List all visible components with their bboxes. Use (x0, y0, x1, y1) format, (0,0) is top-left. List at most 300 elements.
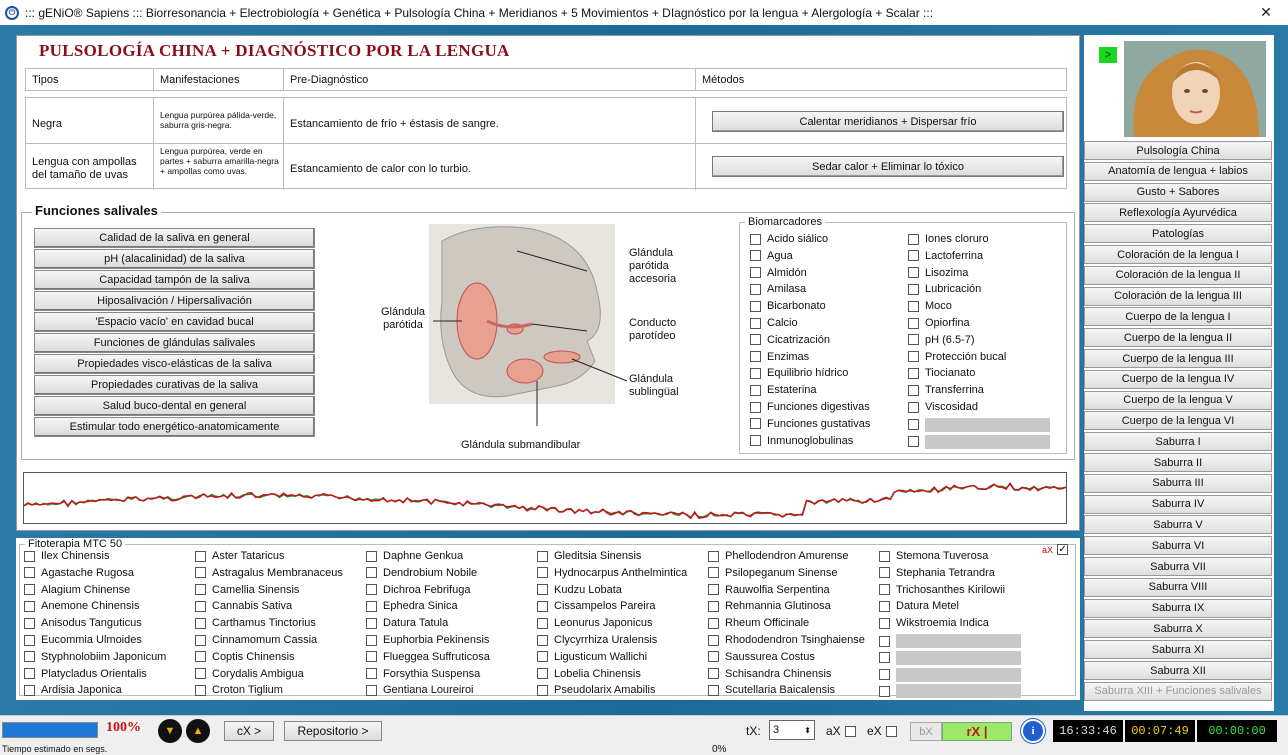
planta-empty-checkbox (879, 651, 1021, 665)
planta-checkbox-label: Stemona Tuverosa (896, 550, 989, 562)
biomarcador-checkbox[interactable] (908, 267, 968, 279)
planta-checkbox-box[interactable] (879, 618, 890, 629)
planta-checkbox[interactable] (24, 617, 142, 629)
planta-checkbox-box[interactable] (537, 551, 548, 562)
biomarcador-checkbox-label: Opiorfina (925, 317, 970, 329)
planta-checkbox[interactable] (24, 651, 166, 663)
planta-checkbox[interactable] (879, 600, 959, 612)
right-menu-button[interactable]: Cuerpo de la lengua V (1084, 391, 1272, 410)
metodo-button[interactable]: Sedar calor + Eliminar lo tóxico (712, 156, 1064, 177)
planta-checkbox[interactable] (708, 651, 815, 663)
planta-checkbox-box[interactable] (24, 601, 35, 612)
right-menu-button[interactable]: Anatomía de lengua + labios (1084, 162, 1272, 181)
planta-checkbox-label: Platycladus Orientalis (41, 667, 147, 680)
planta-checkbox-box[interactable] (708, 567, 719, 578)
planta-checkbox[interactable] (879, 584, 1005, 596)
tiempo-label: Tiempo estimado en segs. (2, 744, 108, 754)
planta-checkbox[interactable] (195, 550, 285, 562)
planta-checkbox[interactable] (366, 584, 470, 596)
biomarcador-checkbox-label: Moco (925, 300, 952, 313)
biomarcador-checkbox-label: Almidón (767, 266, 807, 279)
right-menu-button[interactable]: Cuerpo de la lengua IV (1084, 370, 1272, 389)
planta-checkbox-label: Ephedra Sinica (383, 600, 458, 613)
biomarcador-checkbox-label: Funciones gustativas (767, 417, 871, 430)
biomarcador-checkbox[interactable] (750, 283, 806, 295)
cx-button[interactable]: cX > (224, 721, 274, 741)
right-menu-button[interactable]: Saburra IV (1084, 495, 1272, 514)
biomarcador-checkbox-box[interactable] (750, 334, 761, 345)
planta-checkbox-box[interactable] (24, 584, 35, 595)
planta-checkbox-box[interactable] (366, 601, 377, 612)
biomarcador-checkbox-box[interactable] (908, 318, 919, 329)
biomarcador-checkbox-box[interactable] (750, 435, 761, 446)
planta-checkbox-box[interactable] (366, 668, 377, 679)
funcion-button[interactable]: Calidad de la saliva en general (34, 228, 315, 248)
planta-checkbox[interactable] (195, 600, 292, 612)
planta-checkbox[interactable] (366, 651, 490, 663)
biomarcador-checkbox-box[interactable] (750, 418, 761, 429)
planta-checkbox-label: Saussurea Costus (725, 650, 815, 663)
planta-checkbox-box[interactable] (537, 567, 548, 578)
biomarcador-checkbox[interactable] (750, 317, 798, 329)
right-menu-button[interactable]: Patologías (1084, 224, 1272, 243)
planta-checkbox-label: Dendrobium Nobile (383, 566, 478, 579)
planta-checkbox-box[interactable] (195, 651, 206, 662)
biomarcador-checkbox[interactable] (908, 367, 975, 379)
biomarcador-checkbox[interactable] (750, 250, 793, 262)
planta-checkbox-label: Rehmannia Glutinosa (725, 600, 831, 613)
planta-checkbox-label: Ardisia Japonica (41, 684, 122, 697)
repositorio-button[interactable]: Repositorio > (284, 721, 382, 741)
planta-checkbox[interactable] (537, 684, 656, 696)
planta-checkbox-label: Wikstroemia Indica (896, 617, 989, 630)
label-sublingual: Glándula sublingüal (629, 373, 679, 398)
green-toggle-button[interactable]: > (1099, 47, 1117, 63)
ax-checkbox-label: aX (1042, 544, 1054, 555)
progress-percent: 100% (106, 720, 141, 735)
header-manifestaciones: Manifestaciones (160, 74, 240, 86)
right-menu-button[interactable]: Coloración de la lengua I (1084, 245, 1272, 264)
planta-empty-checkbox-placeholder (896, 634, 1021, 648)
bx-button[interactable]: bX (910, 722, 942, 741)
biomarcador-checkbox-box[interactable] (908, 368, 919, 379)
planta-checkbox-box[interactable] (708, 685, 719, 696)
scroll-up-button[interactable]: ▲ (186, 719, 210, 743)
planta-checkbox-label: Alagium Chinense (41, 583, 131, 596)
planta-checkbox-label: Hydnocarpus Anthelmintica (554, 566, 688, 579)
planta-checkbox-label: Ilex Chinensis (41, 550, 110, 562)
planta-checkbox-box[interactable] (879, 567, 890, 578)
biomarcador-checkbox-box[interactable] (750, 318, 761, 329)
planta-checkbox[interactable] (879, 567, 995, 579)
right-menu-button[interactable]: Cuerpo de la lengua VI (1084, 411, 1272, 430)
parotid-gland (457, 283, 497, 359)
header-metodos: Métodos (702, 74, 745, 86)
planta-checkbox[interactable] (195, 584, 299, 596)
row-manifestacion: Lengua purpúrea, verde en partes + saburra amarilla-negra + ampollas como uvas. (160, 146, 279, 176)
biomarcador-checkbox-label: Tiocianato (925, 367, 976, 380)
planta-checkbox[interactable] (24, 668, 147, 680)
planta-checkbox[interactable] (195, 684, 283, 696)
main-panel (16, 35, 1080, 531)
planta-checkbox-box[interactable] (366, 567, 377, 578)
planta-checkbox-box[interactable] (708, 618, 719, 629)
planta-empty-checkbox (879, 684, 1021, 698)
planta-checkbox[interactable] (366, 550, 463, 562)
planta-checkbox[interactable] (366, 617, 448, 629)
planta-checkbox-box[interactable] (879, 584, 890, 595)
planta-checkbox-label: Flueggea Suffruticosa (383, 650, 490, 663)
planta-checkbox[interactable] (537, 617, 652, 629)
planta-checkbox[interactable] (366, 668, 480, 680)
biomarcador-checkbox-label: Transferrina (925, 384, 984, 397)
planta-checkbox-box[interactable] (708, 584, 719, 595)
table-header (25, 68, 1067, 91)
biomarcador-checkbox[interactable] (908, 317, 970, 329)
row-tipo: Lengua con ampollas del tamaño de uvas (32, 156, 137, 181)
biomarcador-checkbox-label: Lactoferrina (925, 249, 984, 262)
submandibular-gland (507, 359, 543, 383)
right-menu-button[interactable]: Cuerpo de la lengua II (1084, 328, 1272, 347)
remaining-time: 00:00:00 (1197, 720, 1277, 742)
planta-checkbox[interactable] (537, 584, 622, 596)
planta-checkbox-box[interactable] (537, 651, 548, 662)
planta-checkbox[interactable] (24, 684, 122, 696)
row-tipo: Negra (32, 118, 62, 130)
funcion-button[interactable]: Hiposalivación / Hipersalivación (34, 291, 315, 311)
biomarcador-checkbox[interactable] (750, 267, 807, 279)
planta-checkbox[interactable] (195, 634, 317, 646)
planta-checkbox-label: Gentiana Loureiroi (383, 684, 474, 697)
biomarcador-checkbox[interactable] (908, 283, 981, 295)
planta-checkbox-box[interactable] (879, 551, 890, 562)
biomarcador-checkbox[interactable] (908, 233, 989, 245)
biomarcador-checkbox[interactable] (750, 435, 853, 447)
right-menu-button[interactable]: Saburra VII (1084, 557, 1272, 576)
planta-checkbox-label: Carthamus Tinctorius (212, 617, 316, 630)
sublingual-gland (544, 351, 580, 363)
funcion-button[interactable]: Estimular todo energético-anatomicamente (34, 417, 315, 437)
app-icon: ⏻ (5, 6, 19, 20)
planta-checkbox[interactable] (195, 668, 304, 680)
planta-checkbox-label: Aster Tataricus (212, 550, 285, 562)
planta-checkbox[interactable] (879, 617, 989, 629)
biomarcador-checkbox-box[interactable] (908, 402, 919, 413)
row-manifestacion: Lengua purpúrea pálida-verde, saburra gris-negra. (160, 110, 277, 130)
planta-checkbox-box[interactable] (195, 584, 206, 595)
planta-checkbox-box[interactable] (24, 618, 35, 629)
planta-checkbox-label: Eucommia Ulmoides (41, 634, 142, 646)
biomarcador-checkbox-box[interactable] (750, 284, 761, 295)
title-bar (0, 0, 1288, 25)
planta-checkbox-label: Scutellaria Baicalensis (725, 684, 836, 697)
planta-checkbox-box[interactable] (24, 551, 35, 562)
planta-checkbox[interactable] (195, 617, 316, 629)
biomarcador-checkbox-box[interactable] (750, 351, 761, 362)
window-title: ::: gENiO® Sapiens ::: Biorresonancia + Electrobiología + Genética + Pulsología China + Meridianos + 5 Movimientos + DIagnóstico por la lengua + Alergología + Scalar ::: (25, 5, 934, 20)
biomarcador-checkbox[interactable] (750, 233, 828, 245)
planta-checkbox-label: Coptis Chinensis (212, 650, 295, 663)
biomarcador-checkbox-box[interactable] (908, 284, 919, 295)
ax-bottom-label: aX (826, 724, 841, 738)
right-menu-button[interactable]: Pulsología China (1084, 141, 1272, 160)
label-submandibular: Glándula submandibular (461, 439, 581, 451)
right-menu-button[interactable]: Gusto + Sabores (1084, 183, 1272, 202)
planta-checkbox-label: Rhododendron Tsinghaiense (725, 634, 865, 646)
header-prediagnostico: Pre-Diagnóstico (290, 74, 369, 86)
planta-checkbox[interactable] (24, 584, 130, 596)
ax-checkbox[interactable]: aX ✓ (1042, 544, 1067, 555)
planta-checkbox-label: Leonurus Japonicus (554, 617, 653, 630)
label-parotida: Glándula parótida (380, 306, 426, 331)
biomarcador-checkbox-label: Equilibrio hídrico (767, 367, 849, 380)
funcion-button[interactable]: Salud buco-dental en general (34, 396, 315, 416)
planta-checkbox[interactable] (366, 600, 458, 612)
planta-checkbox-box[interactable] (24, 668, 35, 679)
right-menu-button[interactable]: Saburra II (1084, 453, 1272, 472)
planta-checkbox-label: Forsythia Suspensa (383, 667, 481, 680)
clock-time: 16:33:46 (1053, 720, 1123, 742)
planta-checkbox-box[interactable] (537, 584, 548, 595)
biomarcador-checkbox-label: Iones cloruro (925, 233, 989, 245)
biomarcador-checkbox[interactable] (908, 384, 984, 396)
planta-checkbox-box[interactable] (708, 668, 719, 679)
progress-fill (3, 723, 97, 737)
planta-checkbox-box[interactable] (195, 668, 206, 679)
biomarcador-checkbox-box[interactable] (908, 334, 919, 345)
biomarcador-checkbox[interactable] (750, 384, 817, 396)
planta-checkbox-box[interactable] (708, 635, 719, 646)
planta-checkbox-label: Trichosanthes Kirilowii (896, 583, 1006, 596)
funcion-button[interactable]: Propiedades visco-elásticas de la saliva (34, 354, 315, 374)
planta-checkbox-label: Datura Tatula (383, 617, 449, 630)
biomarcador-checkbox-box[interactable] (908, 234, 919, 245)
biomarcador-checkbox[interactable] (908, 334, 975, 346)
salivary-gland-diagram (357, 221, 647, 461)
biomarcador-checkbox-label: Bicarbonato (767, 300, 826, 313)
planta-checkbox-box[interactable] (24, 651, 35, 662)
progress-text: 0% (712, 744, 727, 755)
biomarcador-checkbox-box[interactable] (908, 250, 919, 261)
biomarcador-empty-checkbox-placeholder (925, 435, 1050, 449)
planta-checkbox-box[interactable] (24, 685, 35, 696)
planta-checkbox[interactable] (537, 668, 641, 680)
biomarcador-checkbox-box[interactable] (750, 250, 761, 261)
biomarcador-checkbox-label: Cicatrización (767, 333, 830, 346)
right-menu-button[interactable]: Coloración de la lengua III (1084, 287, 1272, 306)
biomarcador-checkbox-box[interactable] (750, 234, 761, 245)
ex-checkbox[interactable] (867, 724, 897, 738)
planta-checkbox[interactable] (708, 600, 831, 612)
biomarcador-checkbox[interactable] (750, 401, 870, 413)
planta-empty-checkbox (879, 634, 1021, 648)
right-menu-button[interactable]: Saburra XII (1084, 661, 1272, 680)
planta-checkbox[interactable] (708, 617, 809, 629)
planta-checkbox-label: Cinnamomum Cassia (212, 634, 318, 646)
planta-checkbox-label: Agastache Rugosa (41, 566, 134, 579)
planta-checkbox-box[interactable] (195, 601, 206, 612)
right-menu-button[interactable]: Saburra IX (1084, 599, 1272, 618)
planta-checkbox[interactable] (708, 567, 838, 579)
biomarcador-checkbox-box[interactable] (908, 267, 919, 278)
biomarcador-checkbox-label: Agua (767, 249, 793, 262)
planta-empty-checkbox-box (879, 669, 890, 680)
planta-checkbox-label: Rheum Officinale (725, 617, 810, 630)
planta-checkbox-box[interactable] (537, 618, 548, 629)
planta-empty-checkbox-box (879, 652, 890, 663)
planta-checkbox[interactable] (708, 584, 830, 596)
info-icon[interactable]: i (1021, 719, 1045, 743)
planta-checkbox[interactable] (708, 634, 865, 646)
planta-checkbox-box[interactable] (195, 567, 206, 578)
planta-checkbox[interactable] (24, 600, 139, 612)
funcion-button[interactable]: Capacidad tampón de la saliva (34, 270, 315, 290)
planta-checkbox-box[interactable] (195, 551, 206, 562)
biomarcador-checkbox-label: Estaterina (767, 384, 817, 397)
funcion-button[interactable]: pH (alacalinidad) de la saliva (34, 249, 315, 269)
funcion-button[interactable]: Funciones de glándulas salivales (34, 333, 315, 353)
biomarcador-checkbox-box[interactable] (750, 402, 761, 413)
metodo-button[interactable]: Calentar meridianos + Dispersar frío (712, 111, 1064, 132)
planta-checkbox-label: Stephania Tetrandra (896, 566, 995, 579)
planta-checkbox[interactable] (195, 567, 343, 579)
biomarcadores-legend: Biomarcadores (745, 216, 825, 228)
elapsed-time: 00:07:49 (1125, 720, 1195, 742)
biomarcador-checkbox[interactable] (908, 401, 978, 413)
planta-checkbox-label: Euphorbia Pekinensis (383, 634, 490, 646)
planta-checkbox[interactable] (366, 634, 489, 646)
funcion-button[interactable]: Propiedades curativas de la saliva (34, 375, 315, 395)
biomarcador-checkbox[interactable] (750, 351, 809, 363)
right-menu-button[interactable]: Saburra XI (1084, 640, 1272, 659)
planta-empty-checkbox-placeholder (896, 651, 1021, 665)
planta-checkbox-label: Daphne Genkua (383, 550, 464, 562)
scroll-down-button[interactable]: ▼ (158, 719, 182, 743)
planta-checkbox-label: Anisodus Tanguticus (41, 617, 142, 630)
planta-checkbox-box[interactable] (537, 601, 548, 612)
biomarcador-checkbox-box[interactable] (750, 301, 761, 312)
planta-checkbox-box[interactable] (366, 551, 377, 562)
planta-checkbox[interactable] (24, 550, 109, 562)
planta-checkbox[interactable] (366, 684, 474, 696)
planta-checkbox-box[interactable] (366, 618, 377, 629)
biomarcador-checkbox-box[interactable] (908, 301, 919, 312)
right-menu-button[interactable]: Coloración de la lengua II (1084, 266, 1272, 285)
biomarcador-checkbox-box[interactable] (750, 368, 761, 379)
close-window-icon[interactable]: ✕ (1260, 4, 1272, 20)
biomarcador-checkbox-label: Protección bucal (925, 350, 1007, 363)
biomarcador-checkbox[interactable] (908, 351, 1006, 363)
right-menu-button[interactable]: Saburra III (1084, 474, 1272, 493)
biomarcador-checkbox-box[interactable] (908, 351, 919, 362)
planta-checkbox[interactable] (24, 634, 142, 646)
biomarcador-empty-checkbox-placeholder (925, 418, 1050, 432)
tx-value: 3 (773, 724, 780, 736)
planta-checkbox[interactable] (366, 567, 477, 579)
funcion-button[interactable]: 'Espacio vacío' en cavidad bucal (34, 312, 315, 332)
planta-checkbox[interactable] (879, 550, 988, 562)
biomarcador-checkbox-label: Acido siálico (767, 233, 829, 245)
planta-empty-checkbox (879, 668, 1021, 682)
right-menu-button[interactable]: Saburra I (1084, 432, 1272, 451)
biomarcador-checkbox-box[interactable] (750, 267, 761, 278)
biomarcador-checkbox[interactable] (908, 250, 983, 262)
right-menu-button[interactable]: Saburra VIII (1084, 578, 1272, 597)
planta-checkbox-label: Cissampelos Pareira (554, 600, 656, 613)
venus-portrait-image (1124, 41, 1266, 137)
label-parotida-accesoria: Glándula parótida accesoria (629, 247, 677, 285)
planta-checkbox-box[interactable] (537, 635, 548, 646)
planta-checkbox-label: Anemone Chinensis (41, 600, 140, 613)
planta-checkbox[interactable] (708, 668, 831, 680)
right-menu-button[interactable]: Reflexología Ayurvédica (1084, 203, 1272, 222)
header-tipos: Tipos (32, 74, 59, 86)
right-menu-button[interactable]: Cuerpo de la lengua III (1084, 349, 1272, 368)
biomarcador-checkbox[interactable] (750, 300, 826, 312)
planta-checkbox-box[interactable] (879, 601, 890, 612)
planta-checkbox-box[interactable] (537, 668, 548, 679)
biomarcador-checkbox[interactable] (750, 334, 830, 346)
biomarcador-checkbox[interactable] (750, 367, 848, 379)
planta-checkbox-box[interactable] (24, 635, 35, 646)
right-menu-button-disabled: Saburra XIII + Funciones salivales (1084, 682, 1272, 701)
series-red-line (24, 483, 1066, 518)
planta-checkbox-box[interactable] (366, 685, 377, 696)
biomarcador-checkbox-box[interactable] (908, 385, 919, 396)
biomarcador-checkbox[interactable] (908, 300, 952, 312)
row-prediagnostico: Estancamiento de frío + éstasis de sangre. (290, 118, 499, 130)
planta-checkbox[interactable] (24, 567, 134, 579)
right-menu-button[interactable]: Saburra V (1084, 515, 1272, 534)
spinner-arrows-icon[interactable]: ⬍ (804, 725, 811, 735)
planta-checkbox[interactable] (537, 600, 655, 612)
planta-empty-checkbox-box (879, 636, 890, 647)
planta-checkbox-box[interactable] (708, 551, 719, 562)
right-menu-button[interactable]: Saburra X (1084, 619, 1272, 638)
biomarcador-checkbox-box[interactable] (750, 385, 761, 396)
planta-checkbox-box[interactable] (24, 567, 35, 578)
planta-checkbox-box[interactable] (537, 685, 548, 696)
planta-checkbox-box[interactable] (195, 635, 206, 646)
planta-checkbox-box[interactable] (708, 651, 719, 662)
row-prediagnostico: Estancamiento de calor con lo turbio. (290, 163, 471, 175)
planta-checkbox[interactable] (537, 550, 641, 562)
planta-checkbox-box[interactable] (366, 584, 377, 595)
planta-checkbox-box[interactable] (366, 635, 377, 646)
planta-checkbox[interactable] (708, 684, 835, 696)
biomarcador-checkbox[interactable] (750, 418, 870, 430)
right-menu-button[interactable]: Cuerpo de la lengua I (1084, 307, 1272, 326)
biomarcador-empty-checkbox-box (908, 419, 919, 430)
page-title: PULSOLOGÍA CHINA + DIAGNÓSTICO POR LA LENGUA (39, 41, 510, 60)
planta-checkbox-box[interactable] (195, 685, 206, 696)
ax-bottom-checkbox[interactable] (826, 724, 856, 738)
planta-checkbox-label: Kudzu Lobata (554, 583, 622, 596)
right-menu-button[interactable]: Saburra VI (1084, 536, 1272, 555)
planta-checkbox[interactable] (537, 567, 687, 579)
planta-checkbox-box[interactable] (366, 651, 377, 662)
planta-checkbox[interactable] (708, 550, 849, 562)
biomarcador-checkbox-label: Enzimas (767, 350, 810, 363)
planta-checkbox-box[interactable] (195, 618, 206, 629)
planta-checkbox-label: Rauwolfia Serpentina (725, 583, 830, 596)
planta-checkbox-box[interactable] (708, 601, 719, 612)
planta-checkbox[interactable] (537, 651, 647, 663)
planta-checkbox[interactable] (195, 651, 295, 663)
planta-checkbox[interactable] (537, 634, 657, 646)
tx-spinner[interactable] (769, 720, 815, 740)
rx-button[interactable]: rX | (942, 722, 1012, 741)
